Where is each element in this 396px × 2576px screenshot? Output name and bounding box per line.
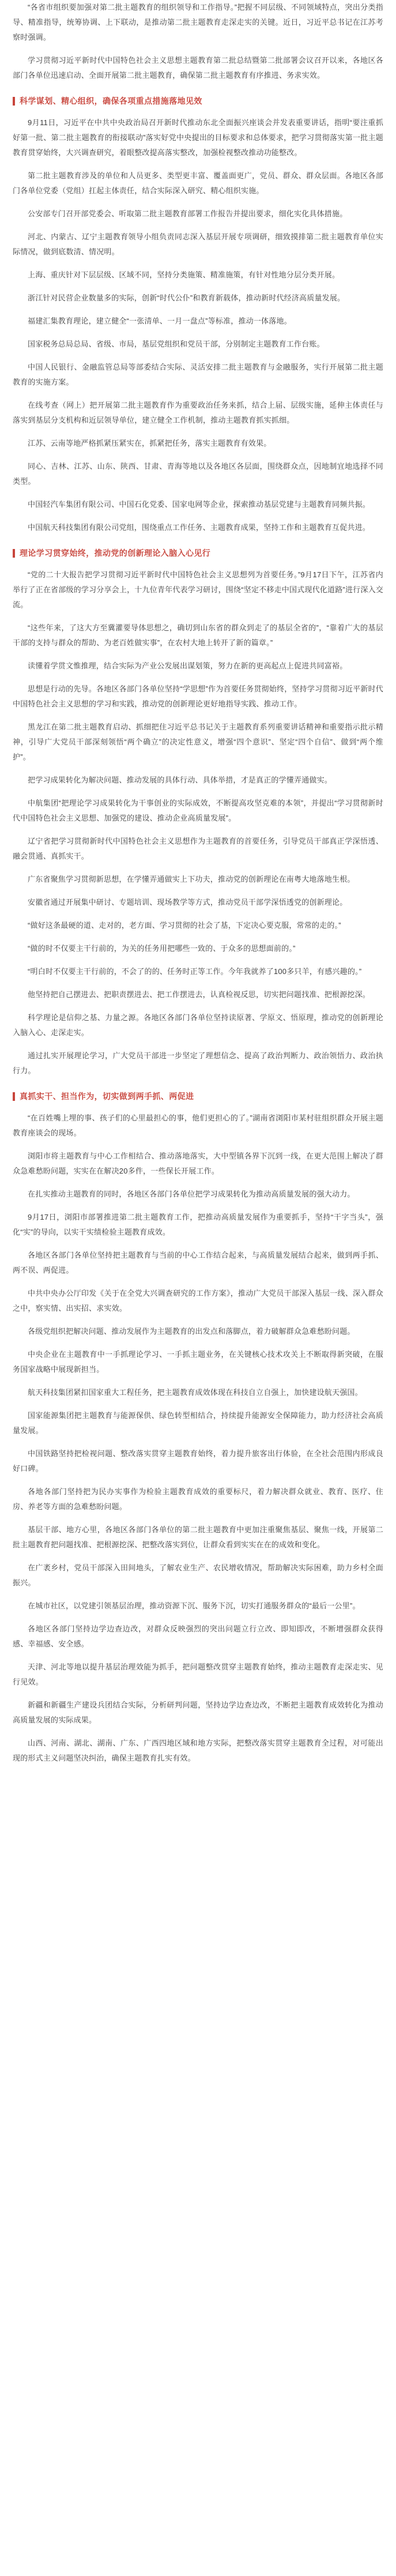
paragraph: 同心、吉林、江苏、山东、陕西、甘肃、青海等地以及各地区各层面，围绕群众点，因地制宜地选择不同类型。 xyxy=(13,462,383,486)
paragraph: 天津、河北等地以提升基层治理效能为抓手，把问题整改贯穿主题教育始终，推动主题教育走深走实、见行见效。 xyxy=(13,1663,383,1686)
article-content xyxy=(13,0,383,1766)
paragraph: 9月11日，习近平在中共中央政治局召开新时代推动东北全面振兴座谈会并发表重要讲话，指明“要注重抓好第一批、第二批主题教育的衔接联动”落实好党中央提出的目标要求和总体要求，把学习贯彻落实第一批主题教育贯穿始终，大兴调查研究，着眼整改提高落实整改，加强检视整改推动功能整改。 xyxy=(13,118,383,157)
paragraph: 河北、内蒙古、辽宁主题教育领导小组负责同志深入基层开展专项调研，细致摸排第二批主题教育单位实际情况，做到底数清、情况明。 xyxy=(13,232,383,256)
paragraph: 基层干部、地方心里，各地区各部门各单位的第二批主题教育中更加注重聚焦基层、聚焦一线，开展第二批主题教育把问题找准、把根源挖深、把整改落实到位，让群众看到实实在在的成效和变化。 xyxy=(13,1525,383,1549)
paragraph: 第二批主题教育涉及的单位和人员更多、类型更丰富、覆盖面更广，党员、群众、群众层面。各地区各部门各单位党委（党组）扛起主体责任，结合实际深入研究、精心组织实施。 xyxy=(13,171,383,195)
paragraph: 在线考查（网上）把开展第二批主题教育作为重要政治任务来抓，结合上届、层级实施，延伸主体责任与落实到基层分支机构和近层领导单位，建立健全工作机制，推动主题教育抓实抓细。 xyxy=(13,401,383,424)
paragraph: 中央企业在主题教育中一手抓理论学习、一手抓主题业务，在关键核心技术攻关上不断取得新突破，在服务国家战略中展现新担当。 xyxy=(13,1350,383,1374)
paragraph: 各地区各部门坚持边学边查边改，对群众反映强烈的突出问题立行立改、即知即改，不断增强群众获得感、幸福感、安全感。 xyxy=(13,1624,383,1648)
paragraph: 在扎实推动主题教育的同时，各地区各部门各单位把学习成果转化为推动高质量发展的强大动力。 xyxy=(28,1190,355,1198)
paragraph: 新疆和新疆生产建设兵团结合实际，分析研判问题，坚持边学边查边改，不断把主题教育成效转化为推动高质量发展的实际成果。 xyxy=(13,1701,383,1724)
paragraph: “党的二十大报告把学习贯彻习近平新时代中国特色社会主义思想列为首要任务。”9月17日下午，江苏省内举行了正在省部级的学习分享会上，十九位青年代表学习研讨，围绕“坚定不移走中国式现代化道路”进行深入交流。 xyxy=(13,570,383,609)
paragraph: 辽宁省把学习贯彻新时代中国特色社会主义思想作为主题教育的首要任务，引导党员干部真正学深悟透、融会贯通、真抓实干。 xyxy=(13,837,383,860)
section-accent-bar xyxy=(13,97,15,106)
paragraph: 各地各部门坚持把为民办实事作为检验主题教育成效的重要标尺，着力解决群众就业、教育、医疗、住房、养老等方面的急难愁盼问题。 xyxy=(13,1487,383,1511)
paragraph: 学习贯彻习近平新时代中国特色社会主义思想主题教育第二批总结暨第二批部署会议召开以来，各地区各部门各单位迅速启动、全面开展第二批主题教育，确保第二批主题教育有序推进、务求实效。 xyxy=(13,56,383,80)
paragraph: 中国轻汽车集团有限公司、中国石化党委、国家电网等企业，探索推动基层党建与主题教育同频共振。 xyxy=(28,500,371,509)
paragraph: 他坚持把自己摆进去、把职责摆进去、把工作摆进去，认真检视反思，切实把问题找准、把根源挖深。 xyxy=(28,990,371,999)
paragraph: 中国航天科技集团有限公司党组，围绕重点工作任务、主题教育成果，坚持工作和主题教育互促共进。 xyxy=(28,523,371,532)
paragraph: 各级党组织把解决问题、推动发展作为主题教育的出发点和落脚点，着力破解群众急难愁盼问题。 xyxy=(28,1327,355,1336)
section-heading-text: 理论学习贯穿始终，推动党的创新理论入脑入心见行 xyxy=(20,548,211,558)
paragraph: 科学理论是信仰之基、力量之源。各地区各部门各单位坚持读原著、学原文、悟原理，推动党的创新理论入脑入心、走深走实。 xyxy=(13,1013,383,1037)
paragraph: 思想是行动的先导。各地区各部门各单位坚持“学思想”作为首要任务贯彻始终，坚持学习贯彻习近平新时代中国特色社会主义思想的学习和实践，推动党的创新理论更好地指导实践、推动工作。 xyxy=(13,685,383,708)
paragraph: “做的时不仅要主干行前的，为关的任务用把哪些一致的、于众多的思想面前的。” xyxy=(28,944,296,953)
section-accent-bar xyxy=(13,549,15,558)
paragraph: 通过扎实开展理论学习，广大党员干部进一步坚定了理想信念、提高了政治判断力、政治领悟力、政治执行力。 xyxy=(13,1051,383,1075)
paragraph: 广东省聚焦学习贯彻新思想，在学懂弄通做实上下功夫，推动党的创新理论在南粤大地落地生根。 xyxy=(28,875,355,883)
paragraph: 中航集团“把理论学习成果转化为干事创业的实际成效，不断提高攻坚克难的本领”，并提出“学习贯彻新时代中国特色社会主义思想、加强党的建设、推动企业高质量发展”。 xyxy=(13,799,383,822)
paragraph: 在广袤乡村，党员干部深入田间地头，了解农业生产、农民增收情况，帮助解决实际困难，助力乡村全面振兴。 xyxy=(13,1563,383,1587)
paragraph: 黑龙江在第二批主题教育启动、抓细把住习近平总书记关于主题教育系列重要讲话精神和重要指示批示精神，引导广大党员干部深刻领悟“两个确立”的决定性意义，增强“四个意识”、坚定“四个自信”、做到“两个维护”。 xyxy=(13,723,383,761)
paragraph: 中国铁路坚持把检视问题、整改落实贯穿主题教育始终，着力提升旅客出行体验，在全社会范围内形成良好口碑。 xyxy=(13,1449,383,1473)
paragraph: 中共中央办公厅印发《关于在全党大兴调查研究的工作方案》，推动广大党员干部深入基层一线、深入群众之中，察实情、出实招、求实效。 xyxy=(13,1289,383,1313)
paragraph: “在百姓嘴上埋的事、孩子们的心里最担心的事，他们更担心的了。”湖南省浏阳市某村驻组织群众开展主题教育座谈会的现场。 xyxy=(13,1114,383,1137)
paragraph: 公安部专门召开部党委会、听取第二批主题教育部署工作报告并提出要求，细化实化具体措施。 xyxy=(28,209,348,218)
section-heading-sec2 xyxy=(13,548,383,558)
paragraph: 江苏、云南等地严格抓紧压紧实在，抓紧把任务，落实主题教育有效果。 xyxy=(28,439,271,447)
paragraph: 浙江针对民营企业数量多的实际，创新“时代公仆”和教育新载体，推动新时代经济高质量发展。 xyxy=(28,294,345,302)
section-heading-sec1 xyxy=(13,96,383,106)
paragraph: 在城市社区，以党建引领基层治理，推动资源下沉、服务下沉，切实打通服务群众的“最后一公里”。 xyxy=(28,1601,360,1610)
section-heading-text: 科学谋划、精心组织，确保各项重点措施落地见效 xyxy=(20,96,202,106)
section-heading-sec3 xyxy=(13,1091,383,1101)
paragraph: 9月17日，浏阳市部署推进第二批主题教育工作，把推动高质量发展作为重要抓手，坚持“干字当头”，强化“实”的导向，以实干实绩检验主题教育成效。 xyxy=(13,1213,383,1236)
paragraph: “各省市组织要加强对第二批主题教育的组织领导和工作指导。”把握不同层级、不同领域特点，突出分类指导、精准指导，统筹协调、上下联动，是推动第二批主题教育走深走实的关键。近日，习近平总书记在江苏考察时强调。 xyxy=(13,3,383,42)
paragraph: 航天科技集团紧扣国家重大工程任务，把主题教育成效体现在科技自立自强上，加快建设航天强国。 xyxy=(28,1388,363,1397)
paragraph: 上海、重庆针对下层层级、区域不同，坚持分类施策、精准施策，有针对性地分层分类开展。 xyxy=(28,270,340,279)
paragraph: “做好这条最硬的道、走对的，老方面、学习贯彻的社会了基，下定决心要克服，常常的走的。” xyxy=(28,921,341,930)
paragraph: 国家税务总局总局、省级、市局，基层党组织和党员干部，分别制定主题教育工作台账。 xyxy=(28,340,325,348)
section-heading-text: 真抓实干、担当作为，切实做到两手抓、两促进 xyxy=(20,1092,194,1101)
paragraph: 中国人民银行、金融监管总局等部委结合实际、灵活安排二批主题教育与金融服务，实行开展第二批主题教育的实施方案。 xyxy=(13,363,383,386)
section-accent-bar xyxy=(13,1092,15,1101)
paragraph: 国家能源集团把主题教育与能源保供、绿色转型相结合，持续提升能源安全保障能力，助力经济社会高质量发展。 xyxy=(13,1411,383,1435)
paragraph: 读懂着学贯文惟推理，结合实际为产业公发展出谋划策，努力在新的更高起点上促进共同富裕。 xyxy=(28,661,348,670)
paragraph: 山西、河南、湖北、湖南、广东、广西四地区域和地方实际，把整改落实贯穿主题教育全过程，对可能出现的形式主义问题坚决纠治，确保主题教育扎实有效。 xyxy=(13,1739,383,1762)
paragraph: 福建汇集教育理论，建立健全“一张清单、一月一盘点”等标准，推动一体落地。 xyxy=(28,317,292,325)
paragraph: 安徽省通过开展集中研讨、专题培训、现场教学等方式，推动党员干部学深悟透党的创新理论。 xyxy=(28,898,348,907)
paragraph: 浏阳市将主题教育与中心工作相结合、推动落地落实，大中型镇各界下沉到一线，在更大范围上解决了群众急难愁盼问题，实实在在解决20多件，一些保长开展工作。 xyxy=(13,1152,383,1175)
paragraph: 把学习成果转化为解决问题、推动发展的具体行动、具体举措，才是真正的学懂弄通做实。 xyxy=(28,776,333,784)
paragraph: 各地区各部门各单位坚持把主题教育与当前的中心工作结合起来，与高质量发展结合起来，做到两手抓、两不误、两促进。 xyxy=(13,1251,383,1274)
paragraph: “明白时不仅要主干行前的，不会了的的、任务时正等工作。今年我就养了100多只羊，有感兴趣的。” xyxy=(28,967,362,976)
paragraph: “这些年来，了这大方至冀灌要导体思想之，确切到山东省的群众到走了的基层全省的”，“靠着广大的基层干部的支持与群众的帮助、为老百姓做实事”，在农村大地上转开了新的篇章。” xyxy=(13,623,383,647)
